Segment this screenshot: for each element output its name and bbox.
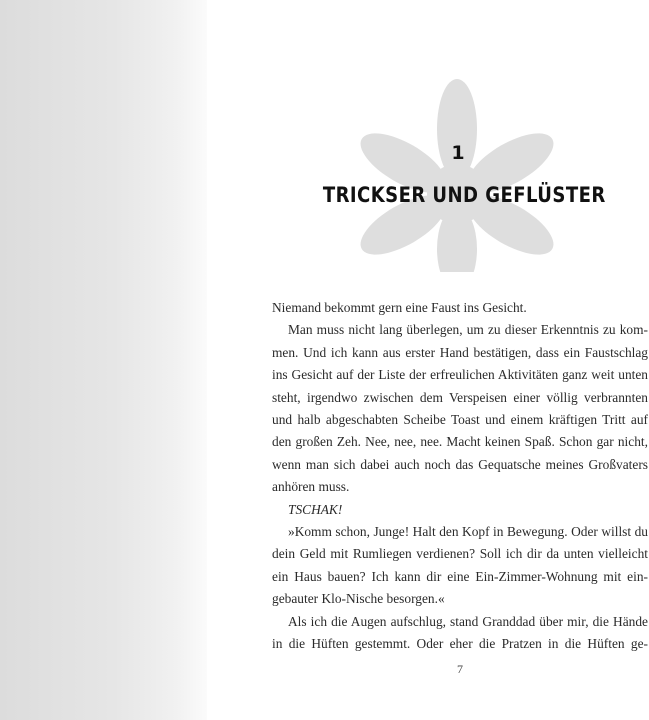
- chapter-title: TRICKSER UND GEFLÜSTER: [322, 183, 606, 207]
- chapter-number: 1: [451, 142, 465, 164]
- body-line: TSCHAK!: [288, 501, 343, 517]
- body-line: Man muss nicht lang überlegen, um zu dieser Erkenntnis zu kom-: [288, 322, 648, 338]
- body-line: Als ich die Augen aufschlug, stand Granddad über mir, die Hände: [288, 613, 648, 629]
- body-line: Niemand bekommt gern eine Faust ins Gesicht.: [272, 300, 527, 315]
- body-line: men. Und ich kann aus erster Hand bestätigen, dass ein Faustschlag: [272, 344, 648, 360]
- body-line: den großen Zeh. Nee, nee, nee. Macht keinen Spaß. Schon gar nicht,: [272, 434, 648, 450]
- body-line: steht, irgendwo zwischen dem Verspeisen einer völlig verbrannten: [272, 389, 648, 405]
- body-line: ins Gesicht auf der Liste der erfreulichen Aktivitäten ganz weit unten: [272, 367, 648, 383]
- body-line: dein Geld mit Rumliegen verdienen? Soll ich dir da unten vielleicht: [272, 546, 648, 562]
- body-line: in die Hüften gestemmt. Oder eher die Pratzen in die Hüften ge-: [272, 636, 648, 652]
- asterisk-icon: [336, 72, 570, 272]
- body-line: »Komm schon, Junge! Halt den Kopf in Bewegung. Oder willst du: [288, 524, 648, 540]
- page-number: 7: [457, 662, 463, 676]
- body-line: ein Haus bauen? Ich kann dir eine Ein-Zimmer-Wohnung mit ein-: [272, 568, 648, 584]
- body-line: und halb abgeschabten Scheibe Toast und einem kräftigen Tritt auf: [272, 412, 648, 428]
- chapter-body: [272, 297, 648, 656]
- body-line: anhören muss.: [272, 479, 350, 495]
- body-line: gebauter Klo-Nische besorgen.«: [272, 591, 445, 607]
- body-line: wenn man sich dabei auch noch das Gequatsche meines Großvaters: [272, 456, 648, 472]
- book-gutter: [0, 0, 207, 720]
